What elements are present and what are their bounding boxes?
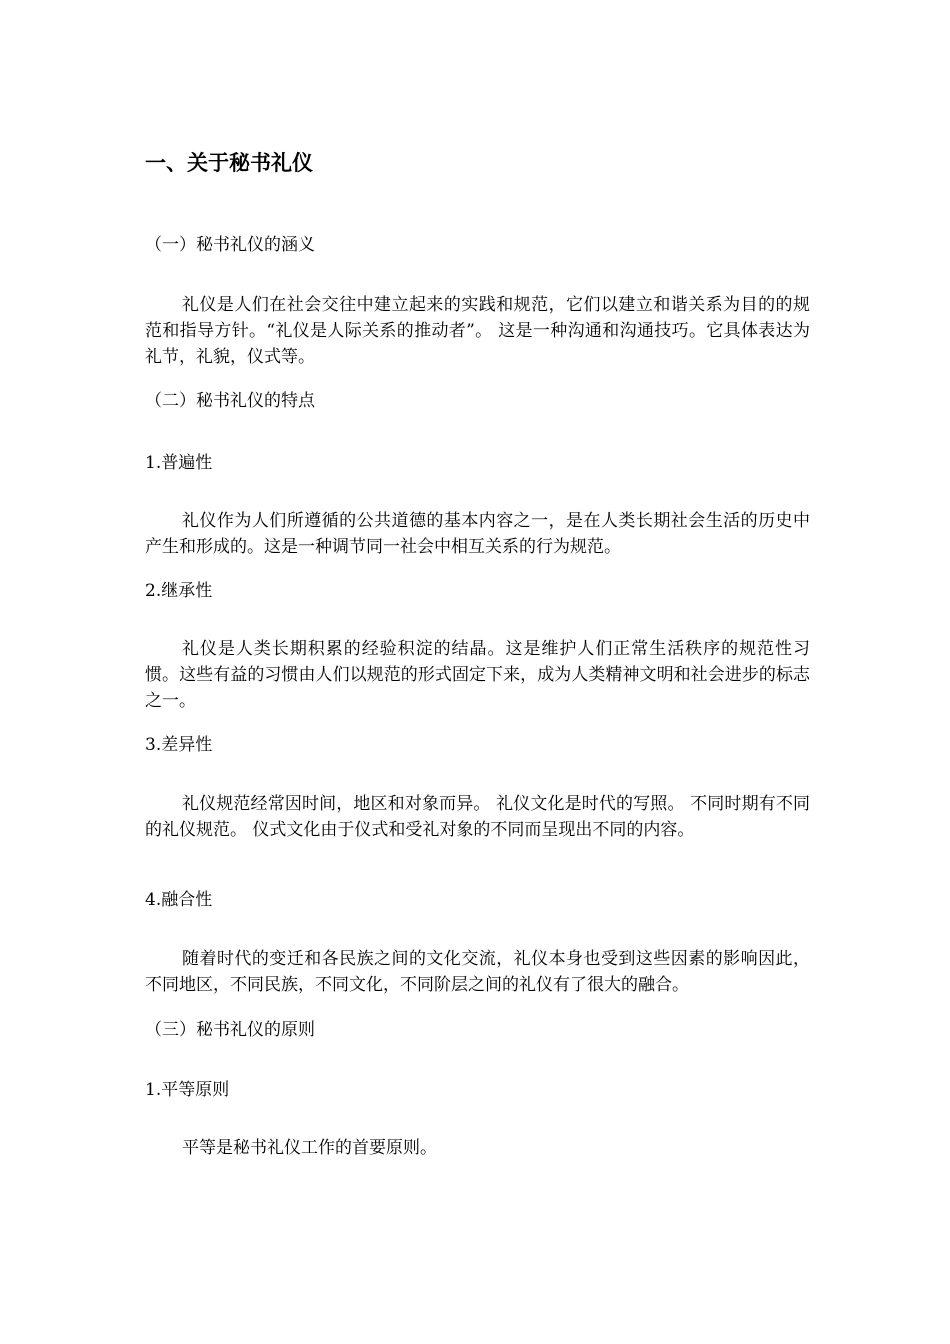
paragraph-equality: 平等是秘书礼仪工作的首要原则。 [182, 1138, 437, 1158]
item-heading-universality: 1.普遍性 [145, 453, 213, 473]
section-heading-meaning: （一）秘书礼仪的涵义 [145, 235, 315, 255]
section-heading-principles: （三）秘书礼仪的原则 [145, 1020, 315, 1040]
section-heading-features: （二）秘书礼仪的特点 [145, 391, 315, 411]
paragraph-universality: 礼仪作为人们所遵循的公共道德的基本内容之一，是在人类长期社会生活的历史中产生和形成的。这是一种调节同一社会中相互关系的行为规范。 [145, 511, 810, 557]
item-heading-equality: 1.平等原则 [145, 1080, 230, 1100]
paragraph-difference: 礼仪规范经常因时间，地区和对象而异。 礼仪文化是时代的写照。 不同时期有不同的礼仪规范。 仪式文化由于仪式和受礼对象的不同而呈现出不同的内容。 [145, 794, 810, 840]
item-heading-integration: 4.融合性 [145, 890, 213, 910]
paragraph-integration: 随着时代的变迁和各民族之间的文化交流，礼仪本身也受到这些因素的影响因此，不同地区，不同民族，不同文化，不同阶层之间的礼仪有了很大的融合。 [145, 949, 810, 995]
item-heading-inheritance: 2.继承性 [145, 581, 213, 601]
document-title: 一、关于秘书礼仪 [145, 151, 313, 175]
paragraph-inheritance: 礼仪是人类长期积累的经验积淀的结晶。这是维护人们正常生活秩序的规范性习惯。这些有益的习惯由人们以规范的形式固定下来，成为人类精神文明和社会进步的标志之一。 [145, 639, 810, 711]
item-heading-difference: 3.差异性 [145, 735, 213, 755]
paragraph-meaning: 礼仪是人们在社会交往中建立起来的实践和规范，它们以建立和谐关系为目的的规范和指导方针。“礼仪是人际关系的推动者”。 这是一种沟通和沟通技巧。它具体表达为礼节，礼貌，仪式等。 [145, 295, 810, 367]
